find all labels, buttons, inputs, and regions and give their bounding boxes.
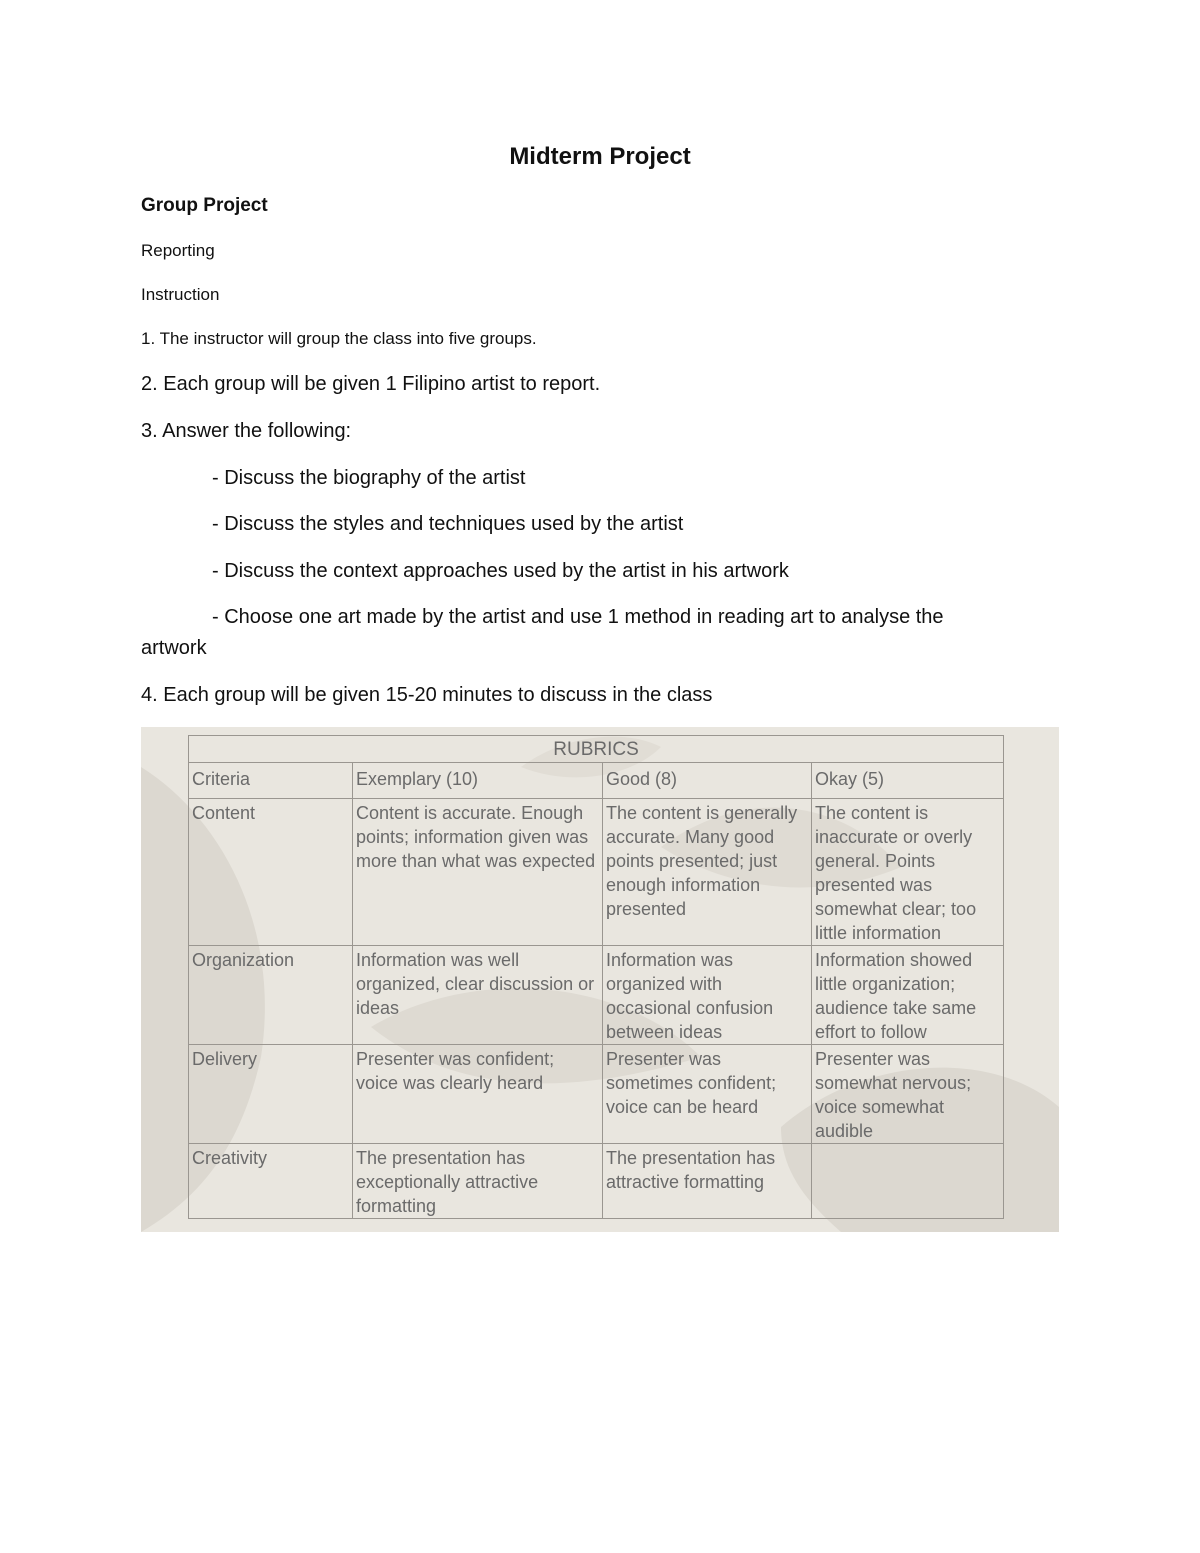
section-heading: Group Project	[141, 195, 268, 216]
exemplary-cell: The presentation has exceptionally attractive formatting	[353, 1144, 603, 1219]
instruction-label: Instruction	[141, 285, 220, 304]
step-4: 4. Each group will be given 15-20 minutes to discuss in the class	[141, 684, 713, 706]
rubrics-image	[141, 727, 1059, 1232]
okay-cell: Information showed little organization; audience take same effort to follow	[812, 946, 1004, 1045]
rubrics-header-row	[189, 763, 1004, 799]
rubrics-caption: RUBRICS	[189, 736, 1004, 763]
okay-cell: Presenter was somewhat nervous; voice somewhat audible	[812, 1045, 1004, 1144]
header-exemplary: Exemplary (10)	[353, 763, 603, 799]
header-okay: Okay (5)	[812, 763, 1004, 799]
criteria-cell: Content	[189, 799, 353, 946]
good-cell: The presentation has attractive formatting	[603, 1144, 812, 1219]
step-2: 2. Each group will be given 1 Filipino artist to report.	[141, 373, 601, 395]
criteria-cell: Organization	[189, 946, 353, 1045]
sub-item-4-continued: artwork	[141, 637, 207, 659]
good-cell: Information was organized with occasional confusion between ideas	[603, 946, 812, 1045]
table-row	[189, 1045, 1004, 1144]
step-1: 1. The instructor will group the class into five groups.	[141, 329, 537, 348]
subheading: Reporting	[141, 241, 215, 260]
sub-item-2: - Discuss the styles and techniques used by the artist	[212, 513, 684, 535]
criteria-cell: Creativity	[189, 1144, 353, 1219]
okay-cell: The content is inaccurate or overly general. Points presented was somewhat clear; too little information	[812, 799, 1004, 946]
step-3: 3. Answer the following:	[141, 420, 352, 442]
header-criteria: Criteria	[189, 763, 353, 799]
good-cell: The content is generally accurate. Many good points presented; just enough information presented	[603, 799, 812, 946]
rubrics-table	[188, 735, 1004, 1219]
header-good: Good (8)	[603, 763, 812, 799]
table-row	[189, 799, 1004, 946]
exemplary-cell: Content is accurate. Enough points; information given was more than what was expected	[353, 799, 603, 946]
document-title: Midterm Project	[509, 143, 691, 170]
exemplary-cell: Presenter was confident; voice was clearly heard	[353, 1045, 603, 1144]
good-cell: Presenter was sometimes confident; voice can be heard	[603, 1045, 812, 1144]
table-row	[189, 1144, 1004, 1219]
criteria-cell: Delivery	[189, 1045, 353, 1144]
table-row	[189, 946, 1004, 1045]
sub-item-4: - Choose one art made by the artist and use 1 method in reading art to analyse the	[212, 606, 944, 628]
sub-item-3: - Discuss the context approaches used by the artist in his artwork	[212, 560, 789, 582]
sub-item-1: - Discuss the biography of the artist	[212, 467, 526, 489]
okay-cell	[812, 1144, 1004, 1219]
exemplary-cell: Information was well organized, clear discussion or ideas	[353, 946, 603, 1045]
